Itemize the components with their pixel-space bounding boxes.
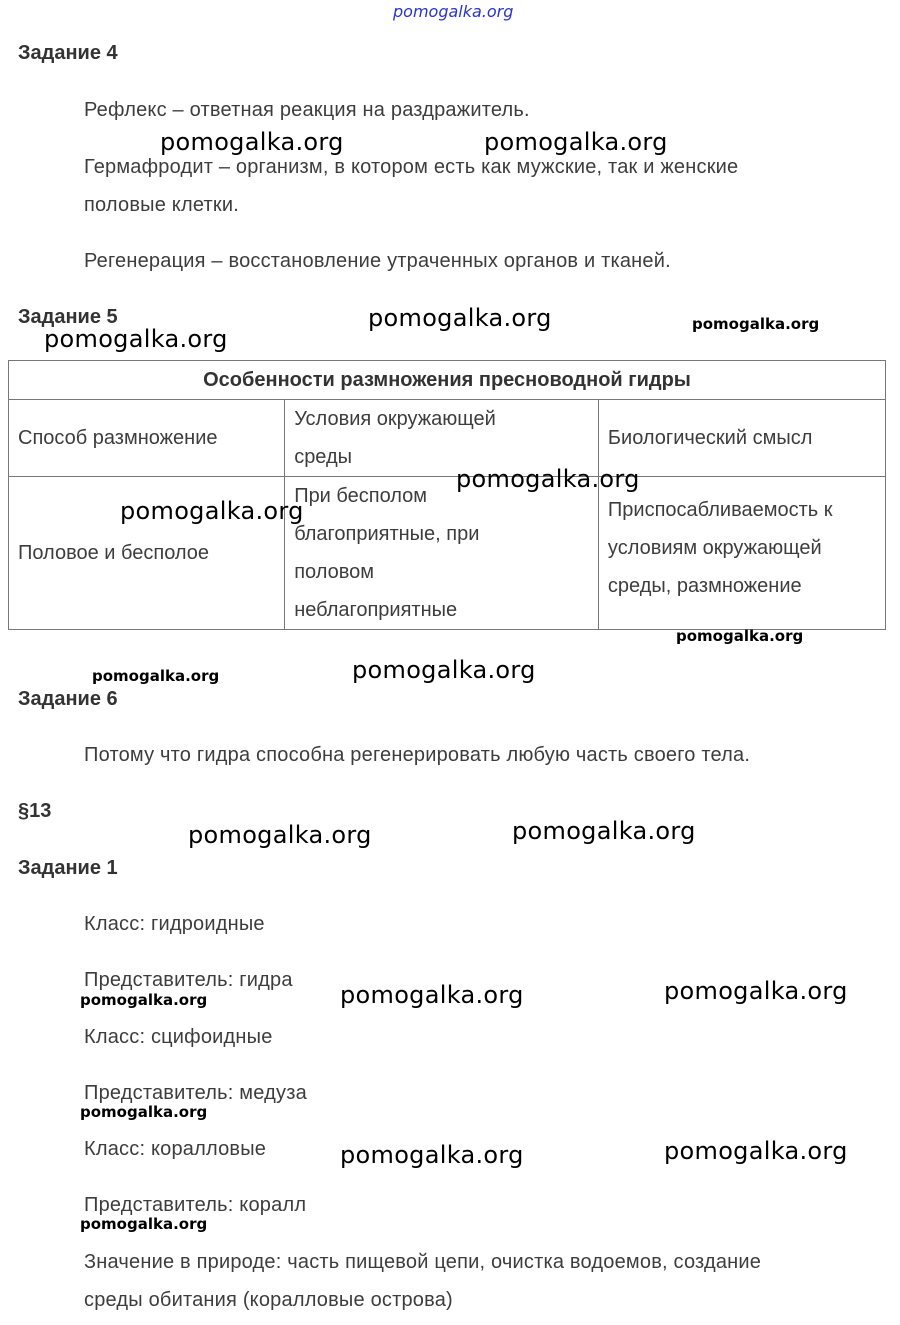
hydra-reproduction-table	[8, 360, 886, 630]
task4-line-hermaphrodite: Гермафродит – организм, в котором есть как мужские, так и женские	[84, 156, 739, 178]
watermark: pomogalka.org	[120, 497, 304, 525]
task6-text: Потому что гидра способна регенерировать любую часть своего тела.	[84, 744, 751, 766]
task1-importance: Значение в природе: часть пищевой цепи, очистка водоемов, создание	[84, 1251, 762, 1273]
task1-class-hydroid: Класс: гидроидные	[84, 913, 265, 935]
watermark: pomogalka.org	[676, 627, 804, 645]
task4-heading: Задание 4	[18, 42, 118, 64]
watermark: pomogalka.org	[92, 667, 220, 685]
table-title: Особенности размножения пресноводной гидры	[9, 361, 886, 400]
task1-rep-coral: Представитель: коралл	[84, 1194, 307, 1216]
table-header-row	[9, 400, 886, 477]
section-number: §13	[18, 800, 52, 822]
watermark: pomogalka.org	[664, 977, 848, 1005]
task1-rep-jellyfish: Представитель: медуза	[84, 1082, 307, 1104]
task1-class-coral: Класс: коралловые	[84, 1138, 267, 1160]
task6-heading: Задание 6	[18, 688, 118, 710]
watermark: pomogalka.org	[352, 656, 536, 684]
cell-meaning: Приспосабливаемость к условиям окружающей среды, размножение	[598, 477, 885, 630]
watermark: pomogalka.org	[512, 817, 696, 845]
task5-heading: Задание 5	[18, 306, 118, 328]
task4-line-reflex: Рефлекс – ответная реакция на раздражитель.	[84, 99, 530, 121]
task1-importance-cont: среды обитания (коралловые острова)	[84, 1289, 453, 1311]
header-meaning: Биологический смысл	[598, 400, 885, 477]
watermark: pomogalka.org	[340, 981, 524, 1009]
watermark: pomogalka.org	[368, 304, 552, 332]
watermark: pomogalka.org	[80, 991, 208, 1009]
watermark: pomogalka.org	[692, 315, 820, 333]
watermark: pomogalka.org	[44, 325, 228, 353]
watermark: pomogalka.org	[484, 128, 668, 156]
task4-line-hermaphrodite-cont: половые клетки.	[84, 194, 239, 216]
cell-conditions: При бесполом благоприятные, при половом неблагоприятные	[285, 477, 599, 630]
watermark: pomogalka.org	[80, 1215, 208, 1233]
task1-class-scyphoid: Класс: сцифоидные	[84, 1026, 273, 1048]
top-watermark: pomogalka.org	[393, 2, 514, 21]
watermark: pomogalka.org	[664, 1137, 848, 1165]
table-title-row	[9, 361, 886, 400]
watermark: pomogalka.org	[188, 821, 372, 849]
task4-line-regeneration: Регенерация – восстановление утраченных органов и тканей.	[84, 250, 671, 272]
watermark: pomogalka.org	[456, 465, 640, 493]
header-conditions: Условия окружающей среды	[285, 400, 599, 477]
task1-rep-hydra: Представитель: гидра	[84, 969, 293, 991]
watermark: pomogalka.org	[160, 128, 344, 156]
watermark: pomogalka.org	[340, 1141, 524, 1169]
header-method: Способ размножение	[9, 400, 285, 477]
task1-heading: Задание 1	[18, 857, 118, 879]
cell-method: Половое и бесполое	[9, 477, 285, 630]
watermark: pomogalka.org	[80, 1103, 208, 1121]
